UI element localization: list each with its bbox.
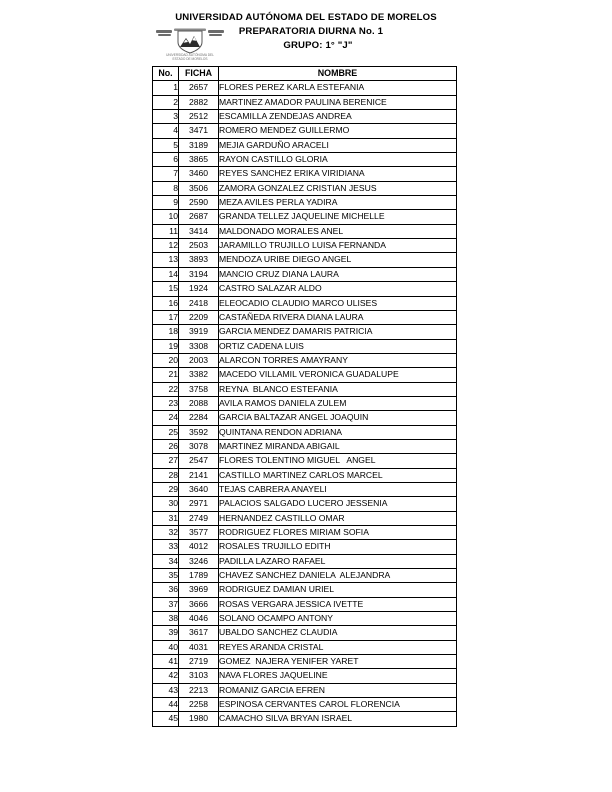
cell-nombre: MARTINEZ MIRANDA ABIGAIL [219,439,457,453]
logo-caption-line-1: UNIVERSIDAD AUTÓNOMA DEL [166,53,214,58]
cell-nombre: REYES ARANDA CRISTAL [219,640,457,654]
cell-no: 34 [153,554,179,568]
table-row [153,569,457,583]
student-roster-table [152,66,457,727]
cell-ficha: 1980 [179,712,219,726]
table-row [153,253,457,267]
table-row [153,110,457,124]
cell-nombre: REYNA BLANCO ESTEFANIA [219,382,457,396]
cell-ficha: 3592 [179,425,219,439]
cell-nombre: RODRIGUEZ DAMIAN URIEL [219,583,457,597]
table-row [153,353,457,367]
cell-no: 36 [153,583,179,597]
table-row [153,267,457,281]
cell-nombre: CASTRO SALAZAR ALDO [219,282,457,296]
cell-ficha: 2258 [179,698,219,712]
cell-no: 31 [153,511,179,525]
cell-ficha: 2971 [179,497,219,511]
cell-nombre: ZAMORA GONZALEZ CRISTIAN JESUS [219,181,457,195]
cell-ficha: 3758 [179,382,219,396]
cell-nombre: AVILA RAMOS DANIELA ZULEM [219,396,457,410]
cell-nombre: QUINTANA RENDON ADRIANA [219,425,457,439]
cell-nombre: MANCIO CRUZ DIANA LAURA [219,267,457,281]
cell-nombre: MEZA AVILES PERLA YADIRA [219,196,457,210]
cell-no: 4 [153,124,179,138]
table-row [153,282,457,296]
table-row [153,468,457,482]
university-name: UNIVERSIDAD AUTÓNOMA DEL ESTADO DE MORELOS [175,12,437,23]
cell-no: 15 [153,282,179,296]
table-row [153,482,457,496]
cell-ficha: 3919 [179,325,219,339]
cell-ficha: 2657 [179,81,219,95]
school-name: PREPARATORIA DIURNA No. 1 [238,26,384,37]
cell-ficha: 3078 [179,439,219,453]
group-label: GRUPO: 1° "J" [283,40,353,51]
table-body [153,81,457,726]
cell-no: 24 [153,411,179,425]
cell-ficha: 3246 [179,554,219,568]
cell-ficha: 2209 [179,310,219,324]
table-row [153,511,457,525]
cell-ficha: 3460 [179,167,219,181]
table-row [153,181,457,195]
cell-ficha: 2719 [179,655,219,669]
cell-nombre: RAYON CASTILLO GLORIA [219,153,457,167]
cell-ficha: 1789 [179,569,219,583]
cell-nombre: UBALDO SANCHEZ CLAUDIA [219,626,457,640]
table-row [153,454,457,468]
table-row [153,310,457,324]
cell-no: 12 [153,239,179,253]
table-row [153,683,457,697]
cell-ficha: 3471 [179,124,219,138]
cell-nombre: MALDONADO MORALES ANEL [219,224,457,238]
cell-no: 39 [153,626,179,640]
cell-nombre: CASTILLO MARTINEZ CARLOS MARCEL [219,468,457,482]
table-row [153,81,457,95]
cell-no: 44 [153,698,179,712]
table-row [153,210,457,224]
table-row [153,612,457,626]
table-row [153,669,457,683]
table-row [153,95,457,109]
cell-nombre: FLORES TOLENTINO MIGUEL ANGEL [219,454,457,468]
table-row [153,439,457,453]
table-row [153,540,457,554]
cell-nombre: FLORES PEREZ KARLA ESTEFANIA [219,81,457,95]
cell-nombre: REYES SANCHEZ ERIKA VIRIDIANA [219,167,457,181]
cell-no: 35 [153,569,179,583]
table-row [153,138,457,152]
cell-no: 18 [153,325,179,339]
cell-no: 13 [153,253,179,267]
cell-nombre: ROMERO MENDEZ GUILLERMO [219,124,457,138]
cell-nombre: NAVA FLORES JAQUELINE [219,669,457,683]
table-header-row [153,67,457,81]
cell-no: 7 [153,167,179,181]
cell-nombre: GRANDA TELLEZ JAQUELINE MICHELLE [219,210,457,224]
cell-ficha: 3506 [179,181,219,195]
cell-no: 38 [153,612,179,626]
document-header [0,0,612,53]
cell-no: 20 [153,353,179,367]
cell-ficha: 3865 [179,153,219,167]
cell-ficha: 3577 [179,526,219,540]
table-row [153,526,457,540]
cell-no: 41 [153,655,179,669]
column-header-no: No. [153,67,179,81]
cell-ficha: 3414 [179,224,219,238]
cell-no: 23 [153,396,179,410]
cell-ficha: 2141 [179,468,219,482]
table-row [153,296,457,310]
table-row [153,124,457,138]
cell-no: 43 [153,683,179,697]
cell-nombre: ROMANIZ GARCIA EFREN [219,683,457,697]
cell-nombre: ELEOCADIO CLAUDIO MARCO ULISES [219,296,457,310]
cell-ficha: 2749 [179,511,219,525]
cell-no: 33 [153,540,179,554]
cell-no: 21 [153,368,179,382]
cell-ficha: 3308 [179,339,219,353]
table-row [153,411,457,425]
cell-no: 32 [153,526,179,540]
table-row [153,396,457,410]
cell-nombre: CASTAÑEDA RIVERA DIANA LAURA [219,310,457,324]
cell-nombre: PALACIOS SALGADO LUCERO JESSENIA [219,497,457,511]
cell-no: 29 [153,482,179,496]
table-row [153,655,457,669]
cell-no: 16 [153,296,179,310]
cell-no: 37 [153,597,179,611]
cell-no: 1 [153,81,179,95]
table-row [153,167,457,181]
cell-nombre: MACEDO VILLAMIL VERONICA GUADALUPE [219,368,457,382]
cell-ficha: 3189 [179,138,219,152]
cell-nombre: PADILLA LAZARO RAFAEL [219,554,457,568]
table-row [153,425,457,439]
cell-ficha: 3103 [179,669,219,683]
cell-no: 5 [153,138,179,152]
cell-ficha: 2003 [179,353,219,367]
table-row [153,339,457,353]
cell-no: 10 [153,210,179,224]
cell-no: 26 [153,439,179,453]
cell-no: 22 [153,382,179,396]
cell-nombre: ROSAS VERGARA JESSICA IVETTE [219,597,457,611]
table-row [153,153,457,167]
cell-no: 30 [153,497,179,511]
cell-ficha: 4046 [179,612,219,626]
cell-nombre: ORTIZ CADENA LUIS [219,339,457,353]
cell-no: 2 [153,95,179,109]
column-header-nombre: NOMBRE [219,67,457,81]
table-row [153,224,457,238]
cell-ficha: 3194 [179,267,219,281]
cell-ficha: 1924 [179,282,219,296]
cell-nombre: MEJIA GARDUÑO ARACELI [219,138,457,152]
table-row [153,497,457,511]
cell-nombre: TEJAS CABRERA ANAYELI [219,482,457,496]
cell-nombre: GARCIA BALTAZAR ANGEL JOAQUIN [219,411,457,425]
cell-ficha: 2284 [179,411,219,425]
cell-nombre: CHAVEZ SANCHEZ DANIELA ALEJANDRA [219,569,457,583]
cell-no: 45 [153,712,179,726]
cell-no: 28 [153,468,179,482]
cell-no: 17 [153,310,179,324]
cell-ficha: 3666 [179,597,219,611]
logo-caption-line-2: ESTADO DE MORELOS [172,57,208,61]
table-row [153,325,457,339]
table-row [153,554,457,568]
roster-table-container [152,66,456,727]
column-header-ficha: FICHA [179,67,219,81]
cell-no: 8 [153,181,179,195]
table-row [153,640,457,654]
cell-no: 42 [153,669,179,683]
cell-ficha: 4012 [179,540,219,554]
cell-ficha: 2547 [179,454,219,468]
cell-no: 40 [153,640,179,654]
cell-ficha: 2882 [179,95,219,109]
cell-nombre: RODRIGUEZ FLORES MIRIAM SOFIA [219,526,457,540]
cell-no: 3 [153,110,179,124]
table-row [153,583,457,597]
table-row [153,626,457,640]
cell-no: 25 [153,425,179,439]
cell-nombre: ROSALES TRUJILLO EDITH [219,540,457,554]
cell-ficha: 3893 [179,253,219,267]
cell-ficha: 3617 [179,626,219,640]
table-row [153,382,457,396]
cell-ficha: 3969 [179,583,219,597]
cell-ficha: 2503 [179,239,219,253]
cell-nombre: HERNANDEZ CASTILLO OMAR [219,511,457,525]
cell-nombre: ALARCON TORRES AMAYRANY [219,353,457,367]
cell-ficha: 4031 [179,640,219,654]
cell-ficha: 2590 [179,196,219,210]
cell-no: 27 [153,454,179,468]
table-row [153,239,457,253]
table-row [153,196,457,210]
cell-nombre: ESPINOSA CERVANTES CAROL FLORENCIA [219,698,457,712]
table-row [153,597,457,611]
cell-ficha: 2088 [179,396,219,410]
cell-nombre: JARAMILLO TRUJILLO LUISA FERNANDA [219,239,457,253]
cell-no: 6 [153,153,179,167]
cell-nombre: ESCAMILLA ZENDEJAS ANDREA [219,110,457,124]
table-row [153,368,457,382]
cell-ficha: 2213 [179,683,219,697]
cell-no: 19 [153,339,179,353]
cell-ficha: 2418 [179,296,219,310]
table-row [153,698,457,712]
cell-nombre: MENDOZA URIBE DIEGO ANGEL [219,253,457,267]
cell-ficha: 2512 [179,110,219,124]
cell-nombre: CAMACHO SILVA BRYAN ISRAEL [219,712,457,726]
table-row [153,712,457,726]
cell-ficha: 3640 [179,482,219,496]
cell-ficha: 3382 [179,368,219,382]
cell-nombre: GOMEZ NAJERA YENIFER YARET [219,655,457,669]
cell-ficha: 2687 [179,210,219,224]
cell-no: 11 [153,224,179,238]
cell-nombre: SOLANO OCAMPO ANTONY [219,612,457,626]
cell-nombre: MARTINEZ AMADOR PAULINA BERENICE [219,95,457,109]
cell-no: 9 [153,196,179,210]
uaem-seal-icon [152,26,228,62]
cell-nombre: GARCIA MENDEZ DAMARIS PATRICIA [219,325,457,339]
cell-no: 14 [153,267,179,281]
